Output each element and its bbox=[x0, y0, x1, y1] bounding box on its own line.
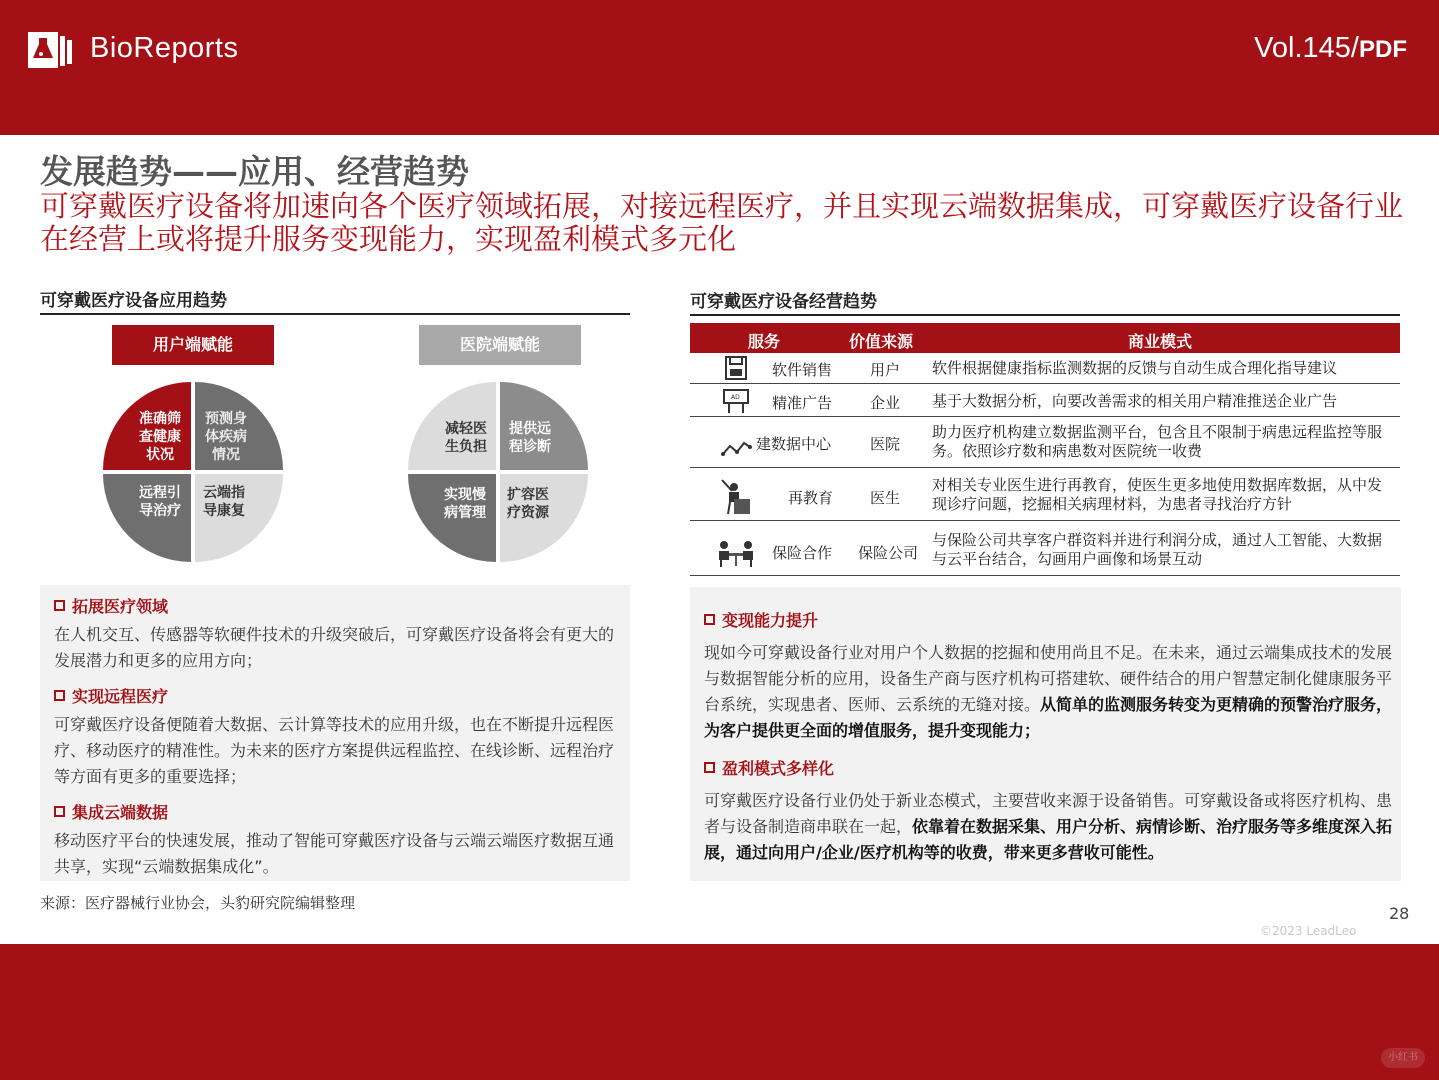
left-bullet-title-3 bbox=[54, 800, 168, 823]
checkbox-square-icon bbox=[54, 600, 65, 611]
page-subtitle: 可穿戴医疗设备将加速向各个医疗领域拓展，对接远程医疗，并且实现云端数据集成，可穿戴医疗设备行业在经营上或将提升服务变现能力，实现盈利模式多元化 bbox=[40, 189, 1404, 256]
right-bullet-text-1-normal: 现如今可穿戴设备行业对用户个人数据的挖掘和使用尚且不足。在未来，通过云端集成技术的发展与数据智能分析的应用，设备生产商与医疗机构可搭建软、硬件结合的用户智慧定制化健康服务平台系统，实现患者、医师、云系统的无缝对接。 bbox=[704, 643, 1393, 714]
user-quadrant-label-2: 预测身 体疾病 情况 bbox=[205, 411, 247, 463]
checkbox-square-icon bbox=[704, 614, 715, 625]
header-bar bbox=[0, 0, 1439, 135]
hospital-empower-tag: 医院端赋能 bbox=[419, 325, 581, 365]
hospital-quadrant-label-4: 扩容医 疗资源 bbox=[507, 487, 549, 521]
floppy-icon bbox=[724, 355, 748, 381]
right-bullet-title-1-text: 变现能力提升 bbox=[722, 611, 819, 630]
volume-number: Vol.145/ bbox=[1254, 32, 1359, 64]
footer-bar bbox=[0, 944, 1439, 1080]
page-number: 28 bbox=[1389, 904, 1410, 923]
left-section-heading: 可穿戴医疗设备应用趋势 bbox=[40, 291, 227, 311]
row-service: 软件销售 bbox=[772, 361, 833, 379]
hospital-quadrant-label-3: 实现慢 病管理 bbox=[444, 487, 486, 521]
user-quadrant-label-3: 远程引 导治疗 bbox=[139, 485, 181, 519]
left-bullet-title-1-text: 拓展医疗领域 bbox=[72, 597, 169, 616]
user-empower-tag: 用户端赋能 bbox=[112, 325, 274, 365]
row-value-source: 医生 bbox=[869, 489, 900, 507]
row-service: 再教育 bbox=[788, 489, 834, 507]
column-header-service: 服务 bbox=[748, 332, 781, 351]
teacher-icon bbox=[720, 477, 752, 515]
row-business-model: 与保险公司共享客户群资料并进行利润分成，通过人工智能、大数据与云平台结合，勾画用户画像和场景互动 bbox=[932, 531, 1383, 568]
right-bullet-text-2 bbox=[704, 788, 1400, 866]
row-service: 精准广告 bbox=[772, 394, 833, 412]
column-header-value-source: 价值来源 bbox=[849, 332, 914, 351]
page-title: 发展趋势——应用、经营趋势 bbox=[40, 152, 469, 191]
user-quadrant-label-4: 云端指 导康复 bbox=[203, 485, 245, 519]
billboard-icon bbox=[721, 388, 751, 414]
table-row bbox=[690, 522, 1400, 576]
svg-text:AD: AD bbox=[731, 394, 740, 401]
row-business-model: 软件根据健康指标监测数据的反馈与自动生成合理化指导建议 bbox=[932, 359, 1338, 377]
table-row bbox=[690, 385, 1400, 417]
table-row bbox=[690, 418, 1400, 468]
hospital-quadrant-label-2: 提供远 程诊断 bbox=[509, 421, 551, 455]
meeting-icon bbox=[716, 538, 756, 568]
left-bullet-title-1 bbox=[54, 594, 168, 617]
checkbox-square-icon bbox=[704, 762, 715, 773]
table-header bbox=[690, 323, 1400, 353]
checkbox-square-icon bbox=[54, 690, 65, 701]
volume-format: PDF bbox=[1359, 36, 1407, 63]
copyright: ©2023 LeadLeo bbox=[1260, 924, 1357, 938]
row-service: 建数据中心 bbox=[756, 435, 832, 453]
data-line-icon bbox=[720, 438, 752, 458]
left-bullet-title-3-text: 集成云端数据 bbox=[72, 803, 169, 822]
row-business-model: 对相关专业医生进行再教育，使医生更多地使用数据库数据，从中发现诊疗问题，挖掘相关病理材料，为患者寻找治疗方针 bbox=[932, 476, 1383, 513]
row-service: 保险合作 bbox=[772, 544, 833, 562]
row-value-source: 保险公司 bbox=[857, 544, 918, 562]
table-row bbox=[690, 353, 1400, 384]
row-business-model: 基于大数据分析，向要改善需求的相关用户精准推送企业广告 bbox=[932, 392, 1338, 410]
volume-label bbox=[1254, 32, 1407, 65]
left-bullet-text-3: 移动医疗平台的快速发展，推动了智能可穿戴医疗设备与云端云端医疗数据互通共享，实现“云端数据集成化”。 bbox=[54, 831, 615, 876]
left-bullet-text-2: 可穿戴医疗设备便随着大数据、云计算等技术的应用升级，也在不断提升远程医疗、移动医疗的精准性。为未来的医疗方案提供远程监控、在线诊断、远程治疗等方面有更多的重要选择； bbox=[54, 715, 615, 786]
column-header-business-model: 商业模式 bbox=[1128, 332, 1193, 351]
right-heading-rule bbox=[690, 314, 1400, 316]
row-value-source: 用户 bbox=[869, 361, 900, 379]
left-bullet-title-2-text: 实现远程医疗 bbox=[72, 687, 169, 706]
hospital-empower-circle bbox=[404, 380, 592, 564]
row-value-source: 医院 bbox=[869, 435, 900, 453]
left-heading-rule bbox=[40, 313, 630, 315]
source-note: 来源：医疗器械行业协会，头豹研究院编辑整理 bbox=[40, 894, 356, 912]
right-bullet-text-1-bold: 从简单的监测服务转变为更精确的预警治疗服务，为客户提供更全面的增值服务，提升变现能力； bbox=[704, 695, 1393, 740]
right-section-heading: 可穿戴医疗设备经营趋势 bbox=[690, 292, 877, 312]
right-bullet-title-2-text: 盈利模式多样化 bbox=[722, 759, 835, 778]
table-row bbox=[690, 469, 1400, 521]
checkbox-square-icon bbox=[54, 806, 65, 817]
user-quadrant-label-1: 准确筛 查健康 状况 bbox=[139, 411, 181, 463]
bioreports-logo-icon bbox=[26, 28, 74, 72]
hospital-quadrant-label-1: 减轻医 生负担 bbox=[445, 421, 487, 455]
right-bullet-title-2 bbox=[704, 756, 834, 779]
row-business-model: 助力医疗机构建立数据监测平台，包含且不限制于病患远程监控等服务。依照诊疗数和病患数对医院统一收费 bbox=[932, 423, 1383, 460]
left-bullet-title-2 bbox=[54, 684, 168, 707]
right-bullet-text-2-bold: 依靠着在数据采集、用户分析、病情诊断、治疗服务等多维度深入拓展，通过向用户/企业/医疗机构等的收费，带来更多营收可能性。 bbox=[704, 817, 1393, 862]
brand-name: BioReports bbox=[90, 32, 239, 64]
row-value-source: 企业 bbox=[869, 394, 900, 412]
right-bullet-title-1 bbox=[704, 608, 818, 631]
user-empower-circle bbox=[99, 380, 287, 564]
right-bullet-text-2-normal: 可穿戴医疗设备行业仍处于新业态模式，主要营收来源于设备销售。可穿戴设备或将医疗机构、患者与设备制造商串联在一起， bbox=[704, 791, 1393, 836]
right-bullet-text-1 bbox=[704, 640, 1396, 744]
xiaohongshu-watermark: 小红书 bbox=[1381, 1048, 1425, 1068]
left-bullet-text-1: 在人机交互、传感器等软硬件技术的升级突破后，可穿戴医疗设备将会有更大的发展潜力和更多的应用方向； bbox=[54, 625, 615, 670]
